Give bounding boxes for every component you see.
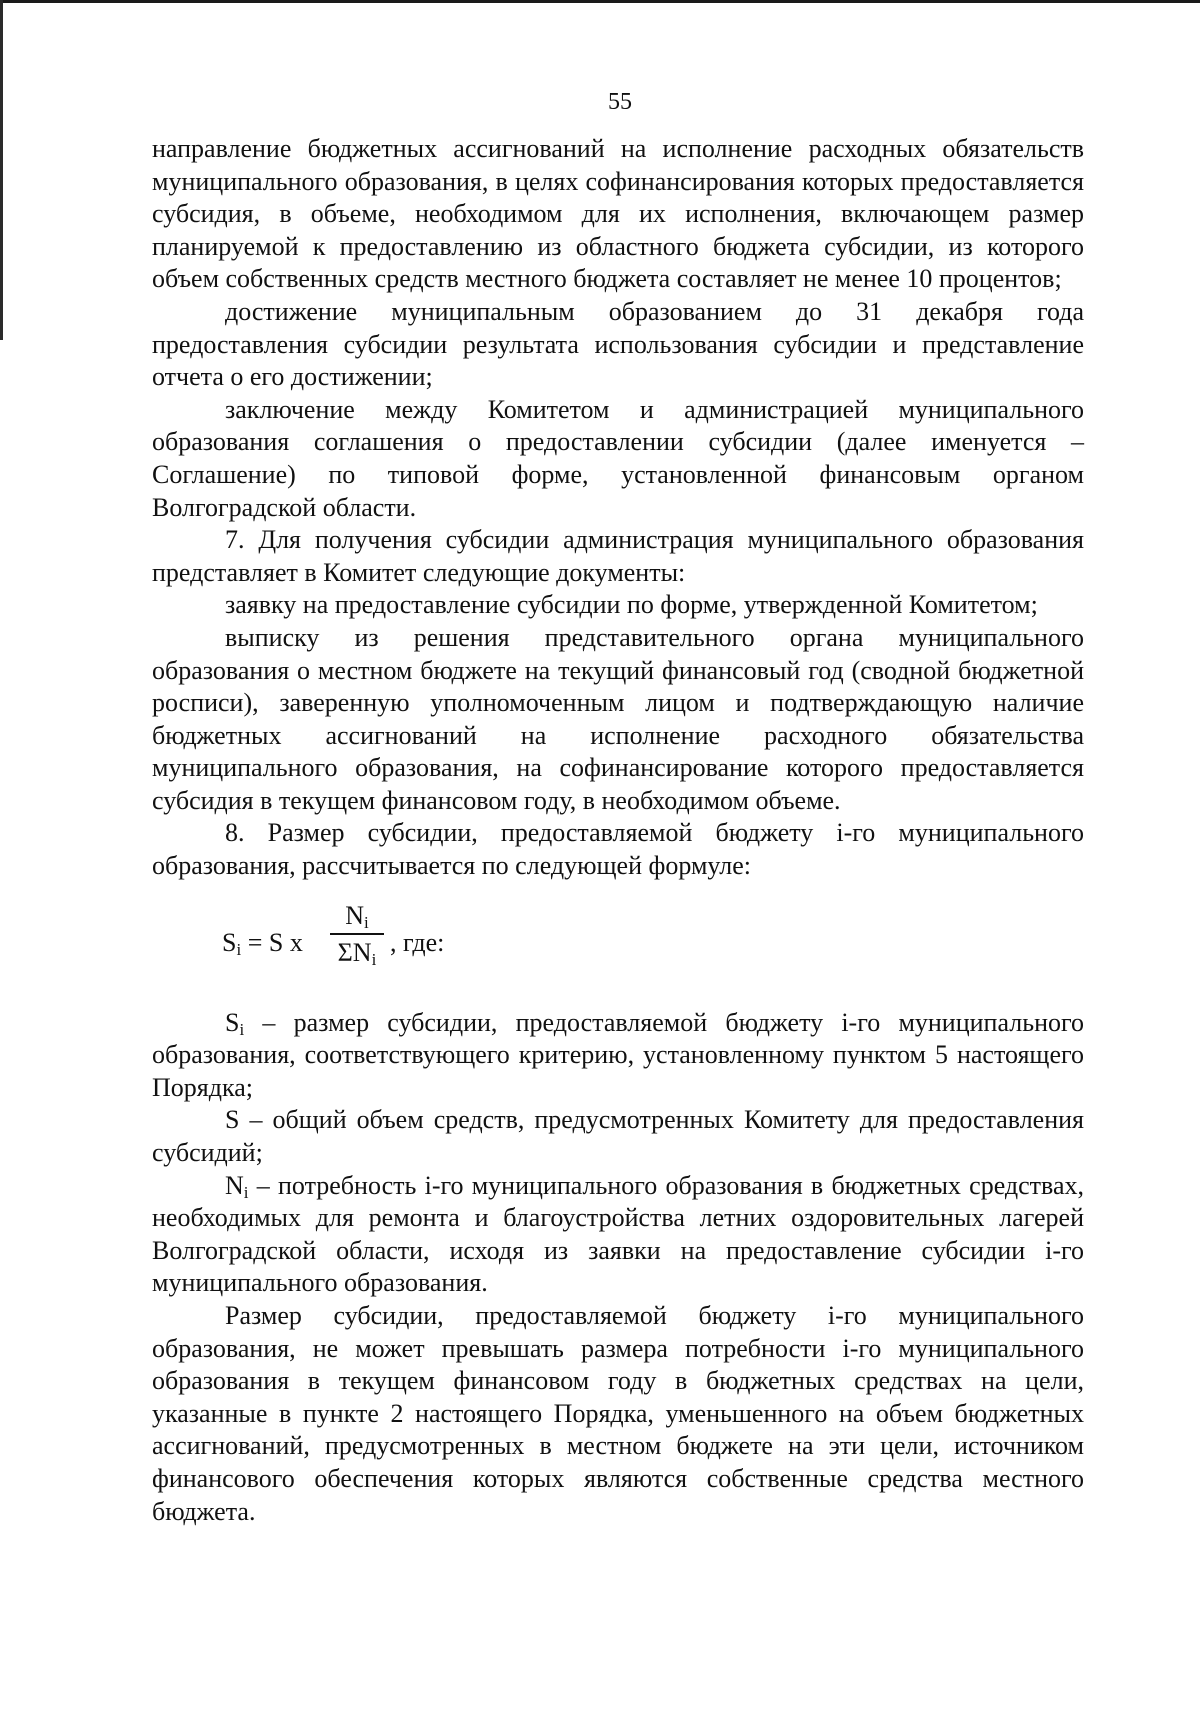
formula-denominator-subscript: i (371, 949, 377, 969)
page-number: 55 (608, 89, 632, 115)
paragraph-1: направление бюджетных ассигнований на исполнение расходных обязательств муниципального образования, в целях софинансирования которых предоставляется субсидия, в объеме, необходимом для их исполнения, включающем размер планируемой к предоставлению из областного бюджета субсидии, из которого объем собственных средств местного бюджета составляет не менее 10 процентов; (152, 134, 1084, 294)
definition-ni-symbol: N (225, 1170, 244, 1200)
definition-s-symbol: S (225, 1105, 240, 1135)
paragraph-6: выписку из решения представительного органа муниципального образования о местном бюджете на текущий финансовый год (сводной бюджетной росписи), заверенную уполномоченным лицом и подтверждающую наличие бюджетных ассигнований на исполнение расходного обязательства муниципального образования, на софинансирование которого предоставляется субсидия в текущем финансовом году, в необходимом объеме. (152, 622, 1084, 815)
definition-s-text: – общий объем средств, предусмотренных Комитету для предоставления субсидий; (152, 1105, 1084, 1168)
paragraph-2: достижение муниципальным образованием до 31 декабря года предоставления субсидии результата использования субсидии и представление отчета о его достижении; (152, 296, 1084, 392)
formula-numerator (330, 901, 384, 931)
paragraph-5: заявку на предоставление субсидии по форме, утвержденной Комитетом; (225, 590, 1038, 620)
definition-ni (152, 1170, 1084, 1300)
scan-left-edge (0, 0, 3, 340)
subsidy-formula (152, 891, 1084, 1001)
paragraph-3: заключение между Комитетом и администрацией муниципального образования соглашения о предоставлении субсидии (далее именуется – Соглашение) по типовой форме, установленной финансовым органом Волгоградской области. (152, 394, 1084, 522)
formula-fraction (330, 901, 384, 968)
document-body (152, 133, 1084, 1528)
definition-si-subscript: i (239, 1019, 245, 1039)
formula-numerator-symbol: N (345, 900, 365, 930)
definition-s (152, 1104, 1084, 1169)
formula-equals-times: = S x (241, 927, 303, 957)
definition-si (152, 1007, 1084, 1105)
formula-denominator-symbol: ΣN (337, 937, 372, 967)
formula-lhs (222, 927, 303, 960)
paragraph-4: 7. Для получения субсидии администрация муниципального образования представляет в Комитет следующие документы: (152, 525, 1084, 587)
formula-numerator-subscript: i (364, 912, 369, 932)
definition-ni-text: – потребность i-го муниципального образования в бюджетных средствах, необходимых для ремонта и благоустройства летних оздоровительных лагерей Волгоградской области, исходя из заявки на предоставление субсидии i-го муниципального образования. (152, 1170, 1084, 1298)
closing-paragraph: Размер субсидии, предоставляемой бюджету i-го муниципального образования, не может превышать размера потребности i-го муниципального образования в текущем финансовом году в бюджетных средствах на цели, указанные в пункте 2 настоящего Порядка, уменьшенного на объем бюджетных ассигнований, предусмотренных в местном бюджете на эти цели, источником финансового обеспечения которых являются собственные средства местного бюджета. (152, 1301, 1084, 1526)
formula-lhs-symbol: S (222, 927, 237, 957)
paragraph-7: 8. Размер субсидии, предоставляемой бюджету i-го муниципального образования, рассчитывается по следующей формуле: (152, 818, 1084, 881)
formula-lhs-subscript: i (236, 939, 242, 959)
scan-top-edge (0, 0, 1200, 3)
definition-si-text: – размер субсидии, предоставляемой бюджету i-го муниципального образования, соответствующего критерию, установленному пунктом 5 настоящего Порядка; (152, 1007, 1084, 1102)
formula-tail: , где: (390, 927, 445, 957)
formula-denominator (330, 938, 384, 968)
formula-fraction-bar (330, 933, 384, 935)
definition-ni-subscript: i (243, 1182, 249, 1202)
definition-si-symbol: S (225, 1007, 240, 1037)
